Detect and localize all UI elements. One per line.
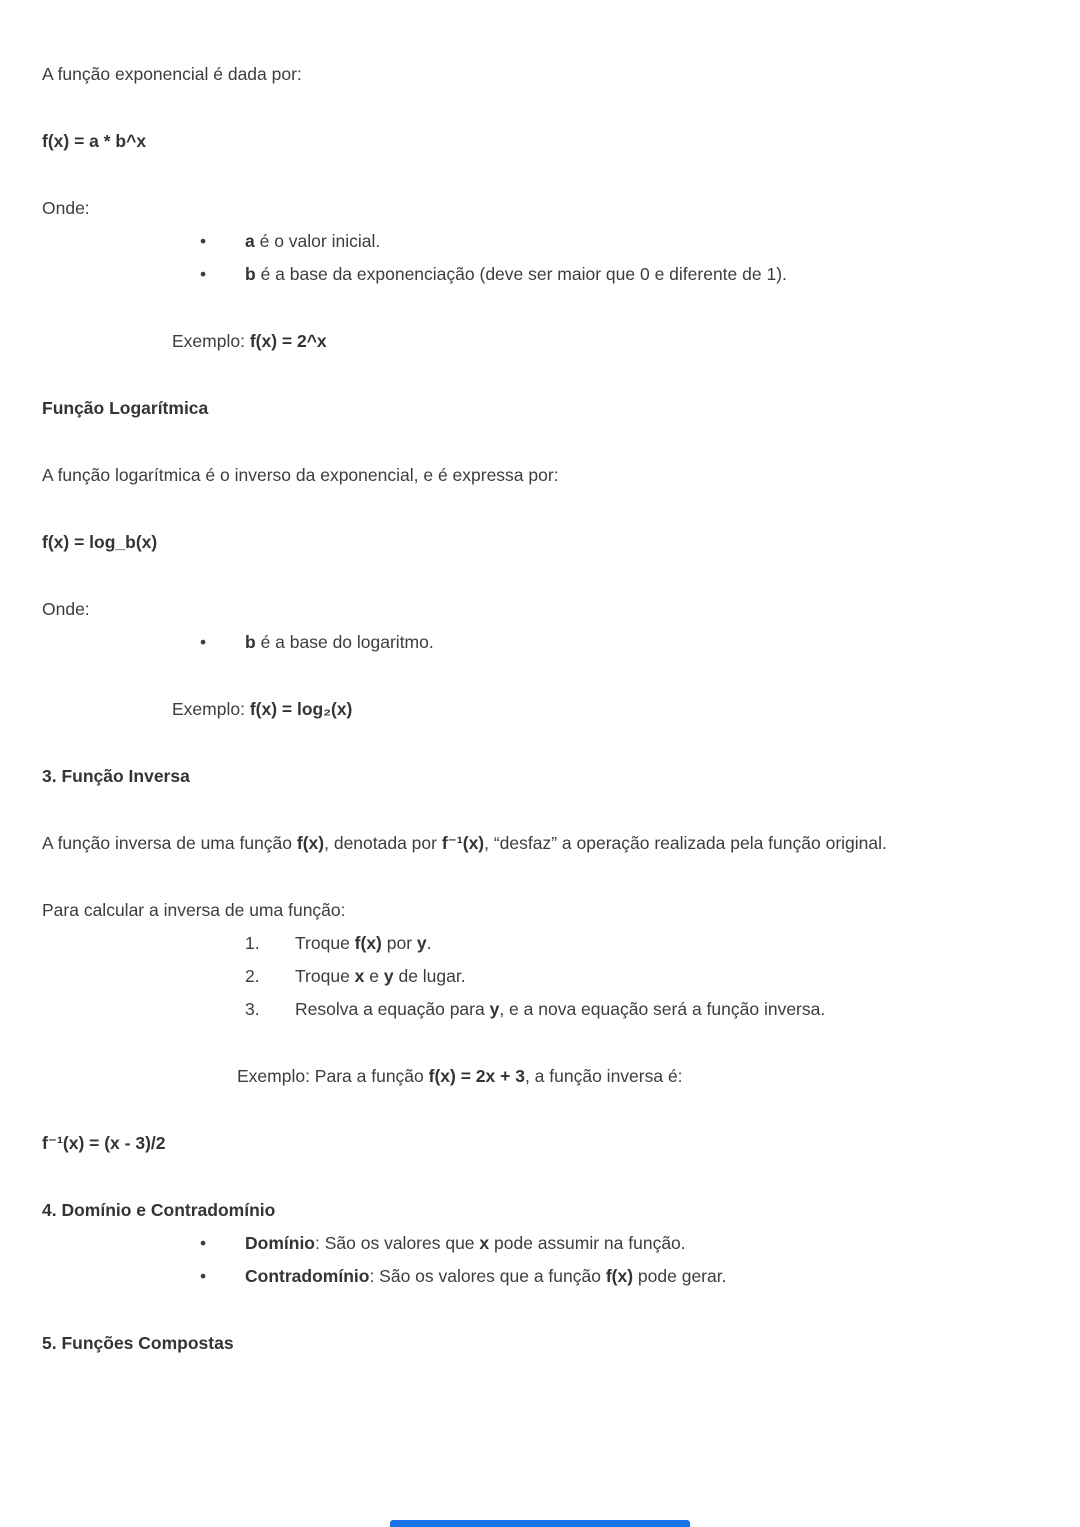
bullet-icon: • bbox=[200, 1266, 207, 1286]
text-segment: e bbox=[364, 966, 384, 986]
text-bold: x bbox=[479, 1233, 490, 1253]
text-bold: a bbox=[245, 231, 255, 251]
list-number: 2. bbox=[245, 966, 260, 986]
heading-dominio-contradominio: 4. Domínio e Contradomínio bbox=[42, 1200, 276, 1220]
text-segment: Exemplo: Para a função bbox=[237, 1066, 429, 1086]
list-number: 1. bbox=[245, 933, 260, 953]
text-bold: f(x) bbox=[354, 933, 382, 953]
text-segment: pode gerar. bbox=[633, 1266, 727, 1286]
text-segment: : São os valores que bbox=[315, 1233, 480, 1253]
heading-funcao-inversa: 3. Função Inversa bbox=[42, 766, 190, 786]
label-onde-exponential: Onde: bbox=[42, 198, 90, 218]
text-bold: x bbox=[354, 966, 365, 986]
text-segment: . bbox=[426, 933, 432, 953]
heading-funcoes-compostas: 5. Funções Compostas bbox=[42, 1333, 234, 1353]
text-segment: é o valor inicial. bbox=[254, 231, 381, 251]
paragraph-inversa-steps-intro: Para calcular a inversa de uma função: bbox=[42, 900, 346, 920]
list-item bbox=[42, 1260, 1032, 1293]
paragraph-exponential-intro: A função exponencial é dada por: bbox=[42, 64, 302, 84]
text-segment: , “desfaz” a operação realizada pela função original. bbox=[484, 833, 887, 853]
text-bold: b bbox=[245, 264, 256, 284]
bullet-icon: • bbox=[200, 1233, 207, 1253]
list-item-text bbox=[245, 1260, 726, 1293]
formula-logaritmica: f(x) = log_b(x) bbox=[42, 532, 158, 552]
text-segment: Troque bbox=[295, 966, 355, 986]
text-segment: pode assumir na função. bbox=[489, 1233, 686, 1253]
list-item-text bbox=[245, 258, 787, 291]
text-segment: Troque bbox=[295, 933, 355, 953]
text-segment: por bbox=[381, 933, 417, 953]
list-number: 3. bbox=[245, 999, 260, 1019]
list-item-text bbox=[295, 960, 466, 993]
bullet-icon: • bbox=[200, 632, 207, 652]
text-bold: f⁻¹(x) bbox=[441, 833, 485, 853]
bullet-list-logaritmica bbox=[42, 626, 1032, 659]
text-bold: f(x) bbox=[296, 833, 325, 853]
example-exponential bbox=[172, 325, 1032, 358]
text-bold: y bbox=[383, 966, 394, 986]
formula-exponential: f(x) = a * b^x bbox=[42, 131, 147, 151]
paragraph-inversa-intro bbox=[42, 827, 1032, 860]
text-bold: Contradomínio bbox=[245, 1266, 370, 1286]
text-segment: , denotada por bbox=[324, 833, 442, 853]
list-item-text bbox=[245, 1227, 686, 1260]
text-bold: y bbox=[416, 933, 427, 953]
numbered-list-inversa bbox=[42, 927, 1032, 1026]
list-item-text bbox=[295, 993, 825, 1026]
bullet-icon: • bbox=[200, 231, 207, 251]
list-item bbox=[42, 225, 1032, 258]
text-bold: f(x) = log₂(x) bbox=[249, 699, 353, 719]
text-segment: Exemplo: bbox=[172, 331, 250, 351]
bullet-list-exponential bbox=[42, 225, 1032, 291]
list-item bbox=[42, 960, 1032, 993]
text-bold: Domínio bbox=[245, 1233, 315, 1253]
list-item bbox=[42, 258, 1032, 291]
list-item bbox=[42, 927, 1032, 960]
label-onde-logaritmica: Onde: bbox=[42, 599, 90, 619]
list-item-text bbox=[245, 225, 380, 258]
text-segment: A função inversa de uma função bbox=[42, 833, 297, 853]
example-inversa bbox=[237, 1060, 1032, 1093]
list-item bbox=[42, 1227, 1032, 1260]
paragraph-logaritmica-intro: A função logarítmica é o inverso da exponencial, e é expressa por: bbox=[42, 465, 559, 485]
text-segment: Resolva a equação para bbox=[295, 999, 490, 1019]
text-bold: b bbox=[245, 632, 256, 652]
list-item-text bbox=[245, 626, 434, 659]
text-segment: Exemplo: bbox=[172, 699, 250, 719]
text-bold: f(x) = 2^x bbox=[249, 331, 327, 351]
text-segment: , a função inversa é: bbox=[524, 1066, 683, 1086]
text-segment: é a base do logaritmo. bbox=[255, 632, 434, 652]
bottom-accent-bar bbox=[390, 1520, 690, 1527]
text-bold: y bbox=[489, 999, 500, 1019]
text-segment: de lugar. bbox=[393, 966, 466, 986]
text-segment: é a base da exponenciação (deve ser maior que 0 e diferente de 1). bbox=[255, 264, 787, 284]
text-bold: f(x) bbox=[605, 1266, 634, 1286]
list-item bbox=[42, 993, 1032, 1026]
text-bold: f(x) = 2x + 3 bbox=[428, 1066, 525, 1086]
bullet-icon: • bbox=[200, 264, 207, 284]
text-segment: , e a nova equação será a função inversa. bbox=[499, 999, 826, 1019]
formula-inversa: f⁻¹(x) = (x - 3)/2 bbox=[42, 1133, 166, 1153]
list-item-text bbox=[295, 927, 432, 960]
example-logaritmica bbox=[172, 693, 1032, 726]
heading-funcao-logaritmica: Função Logarítmica bbox=[42, 398, 209, 418]
text-segment: : São os valores que a função bbox=[369, 1266, 606, 1286]
list-item bbox=[42, 626, 1032, 659]
bullet-list-dominio bbox=[42, 1227, 1032, 1293]
